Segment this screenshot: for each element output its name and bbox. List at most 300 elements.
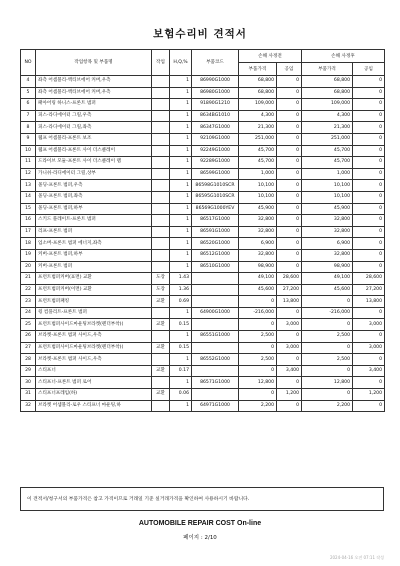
row-before-labor: 0: [277, 87, 302, 99]
row-no: 23: [21, 296, 36, 308]
row-method: [152, 331, 170, 343]
row-after-labor: 0: [353, 168, 385, 180]
row-code: [192, 365, 239, 377]
row-after-part-price: 109,000: [302, 99, 353, 111]
row-after-part-price: 12,800: [302, 377, 353, 389]
row-after-part-price: 0: [302, 389, 353, 401]
row-before-labor: 0: [277, 226, 302, 238]
print-stamp: 2024-04-16 오전 07:11 작성: [329, 555, 384, 560]
row-no: 14: [21, 191, 36, 203]
row-before-part-price: 10,100: [239, 191, 277, 203]
row-after-part-price: 32,800: [302, 215, 353, 227]
row-after-part-price: 98,900: [302, 261, 353, 273]
row-after-labor: 0: [353, 191, 385, 203]
row-method: [152, 400, 170, 412]
table-row: [21, 99, 385, 111]
row-item: 피스-라디에이터 그릴,우측: [36, 110, 152, 122]
table-row: [21, 249, 385, 261]
row-method: [152, 122, 170, 134]
row-code: 86569G1000YEV: [192, 203, 239, 215]
row-before-labor: 27,200: [277, 284, 302, 296]
row-no: 10: [21, 145, 36, 157]
row-code: [192, 284, 239, 296]
row-before-part-price: 12,800: [239, 377, 277, 389]
row-after-part-price: 0: [302, 342, 353, 354]
row-before-labor: 0: [277, 249, 302, 261]
row-item: 프런트범퍼사이드마운팅브라켓(펜더부착)(: [36, 319, 152, 331]
table-row: [21, 238, 385, 250]
row-after-labor: 0: [353, 133, 385, 145]
row-item: 드라이브 모듈-프론트 사이 더스클레이 램: [36, 157, 152, 169]
row-no: 24: [21, 307, 36, 319]
row-after-labor: 0: [353, 180, 385, 192]
row-after-part-price: 6,900: [302, 238, 353, 250]
row-after-labor: 3,400: [353, 365, 385, 377]
row-after-labor: 0: [353, 99, 385, 111]
row-before-labor: 0: [277, 400, 302, 412]
row-before-labor: 0: [277, 122, 302, 134]
header-before-labor: 공임: [277, 63, 302, 76]
row-code: 86512G1000: [192, 249, 239, 261]
row-item: 몰딩-프론트 범퍼,우측: [36, 180, 152, 192]
row-after-labor: 0: [353, 122, 385, 134]
row-method: [152, 180, 170, 192]
row-before-part-price: 45,700: [239, 157, 277, 169]
row-code: 86520G1000: [192, 238, 239, 250]
estimate-rows: [21, 76, 385, 412]
row-after-part-price: 45,900: [302, 203, 353, 215]
row-after-part-price: 251,000: [302, 133, 353, 145]
row-qty: 1: [170, 99, 192, 111]
row-after-part-price: 10,100: [302, 191, 353, 203]
row-after-labor: 0: [353, 400, 385, 412]
row-method: [152, 110, 170, 122]
row-qty: 1: [170, 191, 192, 203]
row-no: 13: [21, 180, 36, 192]
header-before-part-price: 부품가격: [239, 63, 277, 76]
row-qty: 1: [170, 122, 192, 134]
row-code: 64971G1000: [192, 400, 239, 412]
row-after-part-price: 32,800: [302, 249, 353, 261]
price-notice: 이 견적서/청구서의 부품가격은 참고 가격이므로 거래일 기준 실거래가격을 확인하여 사용하시기 바랍니다.: [20, 487, 384, 511]
row-item: 업소버-프론트 범퍼 에너지,좌측: [36, 238, 152, 250]
row-after-labor: 0: [353, 215, 385, 227]
table-row: [21, 319, 385, 331]
row-before-labor: 0: [277, 157, 302, 169]
row-before-labor: 0: [277, 76, 302, 88]
row-item: 브라켓-프론트 범퍼 사이드,우측: [36, 331, 152, 343]
row-after-part-price: -216,000: [302, 307, 353, 319]
table-row: [21, 168, 385, 180]
row-after-labor: 3,000: [353, 342, 385, 354]
row-method: [152, 307, 170, 319]
table-row: [21, 110, 385, 122]
table-row: [21, 400, 385, 412]
row-method: [152, 145, 170, 157]
row-no: 9: [21, 133, 36, 145]
row-qty: 1: [170, 203, 192, 215]
row-code: 86347G1000: [192, 122, 239, 134]
row-item: 스키드 플레이트-프론트 범퍼: [36, 215, 152, 227]
row-no: 7: [21, 110, 36, 122]
row-after-part-price: 4,300: [302, 110, 353, 122]
row-after-labor: 0: [353, 331, 385, 343]
row-no: 4: [21, 76, 36, 88]
row-after-labor: 0: [353, 261, 385, 273]
row-before-part-price: 109,000: [239, 99, 277, 111]
row-item: 프런트범퍼사이드마운팅브라켓(펜더부착)(: [36, 342, 152, 354]
row-item: 프런트범퍼커버(이면) 교환: [36, 284, 152, 296]
row-before-part-price: 2,500: [239, 331, 277, 343]
row-item: 스티프너-프론트 범퍼 로어: [36, 377, 152, 389]
row-code: 86510G1000: [192, 261, 239, 273]
row-before-labor: 0: [277, 203, 302, 215]
row-after-part-price: 45,600: [302, 284, 353, 296]
row-before-part-price: 21,300: [239, 122, 277, 134]
row-qty: 1: [170, 307, 192, 319]
row-after-labor: 0: [353, 377, 385, 389]
row-before-labor: 0: [277, 168, 302, 180]
table-row: [21, 365, 385, 377]
row-before-part-price: 45,600: [239, 284, 277, 296]
row-after-part-price: 0: [302, 365, 353, 377]
row-before-labor: 3,000: [277, 342, 302, 354]
row-item: 프런트범퍼패킹: [36, 296, 152, 308]
row-item: 프런트범퍼커버(표면) 교환: [36, 273, 152, 285]
row-method: [152, 226, 170, 238]
row-before-part-price: 4,300: [239, 110, 277, 122]
row-qty: 0.69: [170, 296, 192, 308]
row-code: 8634BG1010: [192, 110, 239, 122]
row-item: 커버-프론트 범퍼: [36, 261, 152, 273]
document-title: 보험수리비 견적서: [153, 28, 247, 40]
row-item: 가니쉬-라디에이터 그릴,상부: [36, 168, 152, 180]
row-before-part-price: 6,900: [239, 238, 277, 250]
row-code: 86591G1000: [192, 226, 239, 238]
row-item: 피스-라디에이터 그릴,좌측: [36, 122, 152, 134]
row-method: [152, 157, 170, 169]
row-method: 도장: [152, 273, 170, 285]
row-after-part-price: 1,000: [302, 168, 353, 180]
row-method: [152, 215, 170, 227]
row-qty: 1: [170, 180, 192, 192]
row-before-labor: 0: [277, 331, 302, 343]
row-qty: 1.36: [170, 284, 192, 296]
row-qty: 1: [170, 400, 192, 412]
row-code: [192, 296, 239, 308]
row-after-labor: 0: [353, 76, 385, 88]
row-method: [152, 249, 170, 261]
header-code: 부품코드: [192, 50, 239, 76]
row-no: 31: [21, 389, 36, 401]
row-after-labor: 0: [353, 145, 385, 157]
row-item: 커버-프론트 범퍼,하부: [36, 249, 152, 261]
row-after-labor: 0: [353, 307, 385, 319]
row-before-part-price: 45,700: [239, 145, 277, 157]
row-after-labor: 0: [353, 203, 385, 215]
row-after-labor: 1,200: [353, 389, 385, 401]
row-before-labor: 0: [277, 191, 302, 203]
row-code: [192, 273, 239, 285]
row-before-labor: 1,200: [277, 389, 302, 401]
header-after-labor: 공임: [353, 63, 385, 76]
row-item: 스티프너: [36, 365, 152, 377]
row-before-part-price: 2,500: [239, 354, 277, 366]
row-before-labor: 0: [277, 99, 302, 111]
table-row: [21, 203, 385, 215]
row-code: 91890G1210: [192, 99, 239, 111]
row-after-part-price: 45,700: [302, 145, 353, 157]
row-no: 25: [21, 319, 36, 331]
table-row: [21, 87, 385, 99]
table-row: [21, 284, 385, 296]
row-after-labor: 27,200: [353, 284, 385, 296]
table-row: [21, 354, 385, 366]
table-row: [21, 307, 385, 319]
row-qty: 1: [170, 110, 192, 122]
row-before-part-price: 2,200: [239, 400, 277, 412]
row-qty: 1: [170, 215, 192, 227]
row-method: 교환: [152, 365, 170, 377]
row-before-labor: 3,400: [277, 365, 302, 377]
row-code: 86551G1000: [192, 331, 239, 343]
row-item: 스티프너프레임(하): [36, 389, 152, 401]
row-item: 몰딩-프론트 범퍼,좌측: [36, 191, 152, 203]
row-after-part-price: 2,200: [302, 400, 353, 412]
row-after-part-price: 2,500: [302, 354, 353, 366]
row-qty: 0.15: [170, 342, 192, 354]
row-after-part-price: 10,100: [302, 180, 353, 192]
row-before-part-price: 45,900: [239, 203, 277, 215]
row-after-part-price: 68,800: [302, 87, 353, 99]
row-method: [152, 87, 170, 99]
row-qty: 1: [170, 354, 192, 366]
table-row: [21, 191, 385, 203]
row-before-part-price: 0: [239, 365, 277, 377]
row-before-part-price: 98,900: [239, 261, 277, 273]
row-code: 86571G1000: [192, 377, 239, 389]
row-before-labor: 0: [277, 180, 302, 192]
row-item: 패아어링 하니스-프론트 범퍼: [36, 99, 152, 111]
row-no: 6: [21, 99, 36, 111]
row-before-part-price: 1,000: [239, 168, 277, 180]
header-after-part-price: 부품가격: [302, 63, 353, 76]
table-row: [21, 76, 385, 88]
row-before-part-price: -216,000: [239, 307, 277, 319]
row-code: 64900G1000: [192, 307, 239, 319]
row-code: [192, 342, 239, 354]
row-code: 86517G1000: [192, 215, 239, 227]
row-no: 32: [21, 400, 36, 412]
table-row: [21, 342, 385, 354]
row-after-labor: 0: [353, 226, 385, 238]
row-before-labor: 0: [277, 238, 302, 250]
row-no: 17: [21, 226, 36, 238]
row-method: [152, 261, 170, 273]
row-item: 윙 컴플리트-프론트 범퍼: [36, 307, 152, 319]
row-after-part-price: 68,800: [302, 76, 353, 88]
row-qty: 1: [170, 331, 192, 343]
row-before-part-price: 32,800: [239, 226, 277, 238]
row-after-labor: 0: [353, 110, 385, 122]
row-qty: 1: [170, 377, 192, 389]
table-row: [21, 296, 385, 308]
row-no: 15: [21, 203, 36, 215]
table-row: [21, 377, 385, 389]
row-after-part-price: 0: [302, 319, 353, 331]
row-before-part-price: 32,800: [239, 249, 277, 261]
row-after-part-price: 32,800: [302, 226, 353, 238]
row-no: 20: [21, 261, 36, 273]
row-before-labor: 0: [277, 307, 302, 319]
row-item: 리프-프론트 범퍼: [36, 226, 152, 238]
row-before-part-price: 251,000: [239, 133, 277, 145]
row-after-part-price: 2,500: [302, 331, 353, 343]
row-no: 21: [21, 273, 36, 285]
header-item: 작업항목 및 부품명: [36, 50, 152, 76]
row-before-part-price: 32,800: [239, 215, 277, 227]
row-after-labor: 0: [353, 157, 385, 169]
row-no: 5: [21, 87, 36, 99]
header-no: NO: [21, 50, 36, 76]
row-before-part-price: 68,800: [239, 76, 277, 88]
row-method: [152, 203, 170, 215]
row-before-labor: 13,800: [277, 296, 302, 308]
row-after-labor: 0: [353, 238, 385, 250]
row-method: 교환: [152, 296, 170, 308]
row-qty: 1.43: [170, 273, 192, 285]
row-method: 교환: [152, 342, 170, 354]
row-before-part-price: 10,100: [239, 180, 277, 192]
row-before-part-price: 0: [239, 296, 277, 308]
row-method: [152, 168, 170, 180]
row-method: 교환: [152, 319, 170, 331]
row-no: 19: [21, 249, 36, 261]
row-method: [152, 133, 170, 145]
row-before-labor: 0: [277, 261, 302, 273]
row-method: [152, 99, 170, 111]
row-qty: 1: [170, 157, 192, 169]
row-before-labor: 0: [277, 145, 302, 157]
row-no: 18: [21, 238, 36, 250]
row-after-labor: 0: [353, 354, 385, 366]
row-code: 86552G1000: [192, 354, 239, 366]
row-qty: 1: [170, 261, 192, 273]
row-after-labor: 0: [353, 87, 385, 99]
row-before-labor: 0: [277, 377, 302, 389]
row-qty: 1: [170, 226, 192, 238]
table-row: [21, 226, 385, 238]
row-method: [152, 238, 170, 250]
row-after-labor: 28,600: [353, 273, 385, 285]
table-row: [21, 261, 385, 273]
row-no: 11: [21, 157, 36, 169]
row-code: [192, 319, 239, 331]
table-row: [21, 215, 385, 227]
row-code: 86599G1000: [192, 168, 239, 180]
row-no: 26: [21, 331, 36, 343]
row-item: 브라켓 어셈블리-로우 스티프너 마운팅,하: [36, 400, 152, 412]
row-qty: 1: [170, 249, 192, 261]
row-code: 92289G1000: [192, 157, 239, 169]
row-method: [152, 354, 170, 366]
row-after-part-price: 0: [302, 296, 353, 308]
header-before-group: 손해 사정전: [239, 50, 302, 63]
row-code: 86990G1000: [192, 76, 239, 88]
row-method: [152, 76, 170, 88]
row-qty: 1: [170, 76, 192, 88]
row-after-labor: 13,800: [353, 296, 385, 308]
row-after-part-price: 21,300: [302, 122, 353, 134]
row-no: 22: [21, 284, 36, 296]
row-after-part-price: 45,700: [302, 157, 353, 169]
row-qty: 1: [170, 168, 192, 180]
table-row: [21, 133, 385, 145]
row-item: 몰딩-프론트 범퍼,하부: [36, 203, 152, 215]
row-method: [152, 191, 170, 203]
row-before-part-price: 0: [239, 319, 277, 331]
row-qty: 0.15: [170, 319, 192, 331]
row-no: 16: [21, 215, 36, 227]
table-row: [21, 122, 385, 134]
row-before-part-price: 49,100: [239, 273, 277, 285]
row-code: 92249G1000: [192, 145, 239, 157]
row-before-labor: 0: [277, 215, 302, 227]
row-qty: 0.17: [170, 365, 192, 377]
row-no: 29: [21, 365, 36, 377]
table-row: [21, 145, 385, 157]
page-number: 페이지 : 2/10: [183, 535, 217, 541]
table-row: [21, 273, 385, 285]
row-code: 92109G1000: [192, 133, 239, 145]
estimate-table: [20, 49, 385, 412]
row-after-part-price: 49,100: [302, 273, 353, 285]
row-no: 12: [21, 168, 36, 180]
row-before-labor: 0: [277, 354, 302, 366]
row-no: 28: [21, 354, 36, 366]
row-qty: 1: [170, 133, 192, 145]
row-method: [152, 377, 170, 389]
row-qty: 1: [170, 238, 192, 250]
header-method: 작업: [152, 50, 170, 76]
row-no: 27: [21, 342, 36, 354]
row-qty: 1: [170, 145, 192, 157]
row-item: 웹프 어셈블리-프론트 사이 더스클레이: [36, 145, 152, 157]
row-before-part-price: 68,800: [239, 87, 277, 99]
row-no: 30: [21, 377, 36, 389]
row-code: 86595G1010SCR: [192, 191, 239, 203]
row-no: 8: [21, 122, 36, 134]
row-code: 86598G1010SCR: [192, 180, 239, 192]
row-before-labor: 0: [277, 110, 302, 122]
row-code: [192, 389, 239, 401]
header-after-group: 손해 사정후: [302, 50, 385, 63]
table-row: [21, 331, 385, 343]
row-after-labor: 3,000: [353, 319, 385, 331]
row-method: 도장: [152, 284, 170, 296]
row-before-part-price: 0: [239, 389, 277, 401]
row-qty: 0.06: [170, 389, 192, 401]
row-before-part-price: 0: [239, 342, 277, 354]
table-row: [21, 389, 385, 401]
row-item: 브라켓-프론트 범퍼 사이드,우측: [36, 354, 152, 366]
brand-footer: AUTOMOBILE REPAIR COST On-line: [138, 520, 262, 527]
row-method: 교환: [152, 389, 170, 401]
row-qty: 1: [170, 87, 192, 99]
row-after-labor: 0: [353, 249, 385, 261]
row-item: 웹프 어셈블리-프론트 보조: [36, 133, 152, 145]
row-item: 좌측 어셈블리-액티브에어 커버,우측: [36, 76, 152, 88]
